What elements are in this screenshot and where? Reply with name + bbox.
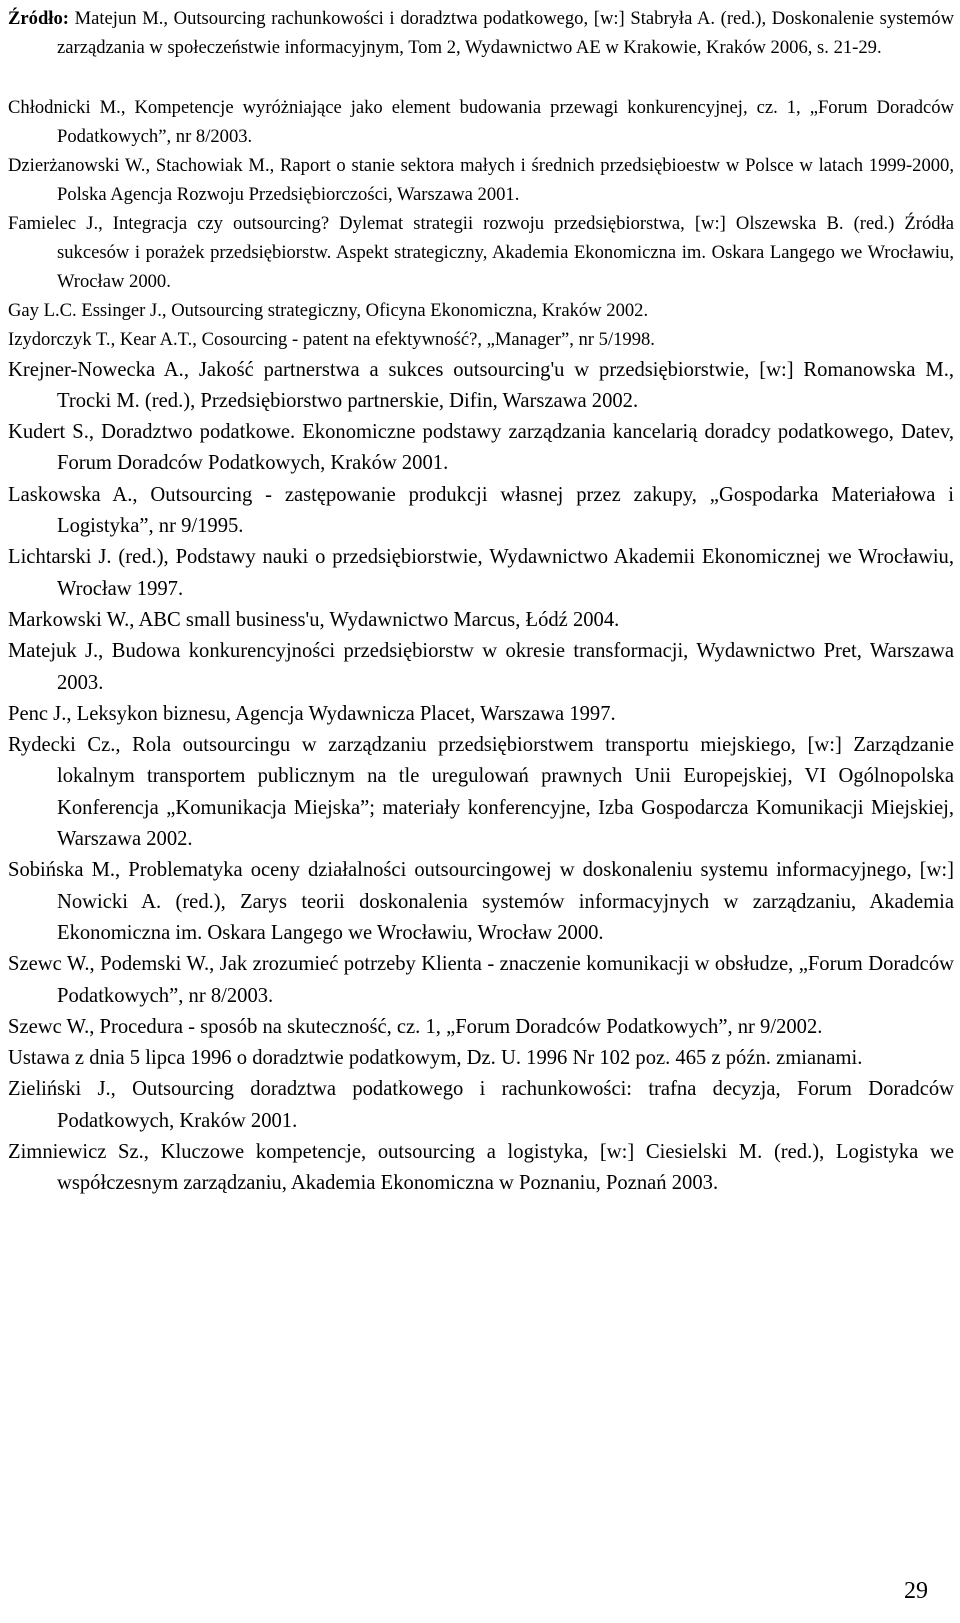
bibliography-entry: Sobińska M., Problematyka oceny działalności outsourcingowej w doskonaleniu systemu informacyjnego, [w:] Nowicki A. (red.), Zarys teorii doskonalenia systemów informacyjnych w zarządzaniu, Akademia Ekonomiczna im. Oskara Langego we Wrocławiu, Wrocław 2000.	[8, 859, 954, 944]
bibliography-entry: Rydecki Cz., Rola outsourcingu w zarządzaniu przedsiębiorstwem transportu miejskiego, [w:] Zarządzanie lokalnym transportem publicznym na tle uregulowań prawnych Unii Europejskiej, VI Ogólnopolska Konferencja „Komunikacja Miejska”; materiały konferencyjne, Izba Gospodarcza Komunikacji Miejskiej, Warszawa 2002.	[8, 734, 954, 851]
bibliography-entry: Ustawa z dnia 5 lipca 1996 o doradztwie podatkowym, Dz. U. 1996 Nr 102 poz. 465 z późn. zmianami.	[8, 1047, 863, 1070]
bibliography-entry: Izydorczyk T., Kear A.T., Cosourcing - patent na efektywność?, „Manager”, nr 5/1998.	[8, 328, 655, 350]
source-text: Matejun M., Outsourcing rachunkowości i doradztwa podatkowego, [w:] Stabryła A. (red.), Doskonalenie systemów zarządzania w społeczeństwie informacyjnym, Tom 2, Wydawnictwo AE w Krakowie, Kraków 2006, s. 21-29.	[57, 8, 954, 59]
bibliography-entry: Zieliński J., Outsourcing doradztwa podatkowego i rachunkowości: trafna decyzja, Forum Doradców Podatkowych, Kraków 2001.	[8, 1078, 954, 1132]
bibliography-entry: Dzierżanowski W., Stachowiak M., Raport o stanie sektora małych i średnich przedsiębioestw w Polsce w latach 1999-2000, Polska Agencja Rozwoju Przedsiębiorczości, Warszawa 2001.	[8, 155, 954, 206]
bibliography-entry: Laskowska A., Outsourcing - zastępowanie produkcji własnej przez zakupy, „Gospodarka Materiałowa i Logistyka”, nr 9/1995.	[8, 483, 954, 538]
bibliography-entry: Chłodnicki M., Kompetencje wyróżniające jako element budowania przewagi konkurencyjnej, cz. 1, „Forum Doradców Podatkowych”, nr 8/2003.	[8, 97, 954, 148]
bibliography-entry: Lichtarski J. (red.), Podstawy nauki o przedsiębiorstwie, Wydawnictwo Akademii Ekonomicznej we Wrocławiu, Wrocław 1997.	[8, 546, 954, 600]
bibliography-entry: Famielec J., Integracja czy outsourcing? Dylemat strategii rozwoju przedsiębiorstwa, [w:] Olszewska B. (red.) Źródła sukcesów i porażek przedsiębiorstw. Aspekt strategiczny, Akademia Ekonomiczna im. Oskara Langego we Wrocławiu, Wrocław 2000.	[8, 213, 954, 292]
document-page	[8, 4, 954, 1200]
source-note	[8, 4, 954, 62]
section-gap	[8, 62, 954, 94]
bibliography-entry: Matejuk J., Budowa konkurencyjności przedsiębiorstw w okresie transformacji, Wydawnictwo Pret, Warszawa 2003.	[8, 640, 954, 694]
bibliography-entry: Penc J., Leksykon biznesu, Agencja Wydawnicza Placet, Warszawa 1997.	[8, 702, 616, 725]
bibliography-entry: Gay L.C. Essinger J., Outsourcing strategiczny, Oficyna Ekonomiczna, Kraków 2002.	[8, 299, 649, 321]
bibliography-entry: Szewc W., Podemski W., Jak zrozumieć potrzeby Klienta - znaczenie komunikacji w obsłudze, „Forum Doradców Podatkowych”, nr 8/2003.	[8, 953, 954, 1007]
bibliography-entry: Kudert S., Doradztwo podatkowe. Ekonomiczne podstawy zarządzania kancelarią doradcy podatkowego, Datev, Forum Doradców Podatkowych, Kraków 2001.	[8, 421, 954, 475]
bibliography-entry: Szewc W., Procedura - sposób na skuteczność, cz. 1, „Forum Doradców Podatkowych”, nr 9/2002.	[8, 1015, 823, 1038]
source-label: Źródło:	[8, 8, 69, 29]
bibliography-list	[8, 94, 954, 1199]
bibliography-entry: Krejner-Nowecka A., Jakość partnerstwa a sukces outsourcing'u w przedsiębiorstwie, [w:] Romanowska M., Trocki M. (red.), Przedsiębiorstwo partnerskie, Difin, Warszawa 2002.	[8, 358, 954, 412]
page-number: 29	[904, 1578, 928, 1604]
bibliography-entry: Zimniewicz Sz., Kluczowe kompetencje, outsourcing a logistyka, [w:] Ciesielski M. (red.), Logistyka we współczesnym zarządzaniu, Akademia Ekonomiczna w Poznaniu, Poznań 2003.	[8, 1140, 954, 1195]
bibliography-entry: Markowski W., ABC small business'u, Wydawnictwo Marcus, Łódź 2004.	[8, 608, 620, 631]
